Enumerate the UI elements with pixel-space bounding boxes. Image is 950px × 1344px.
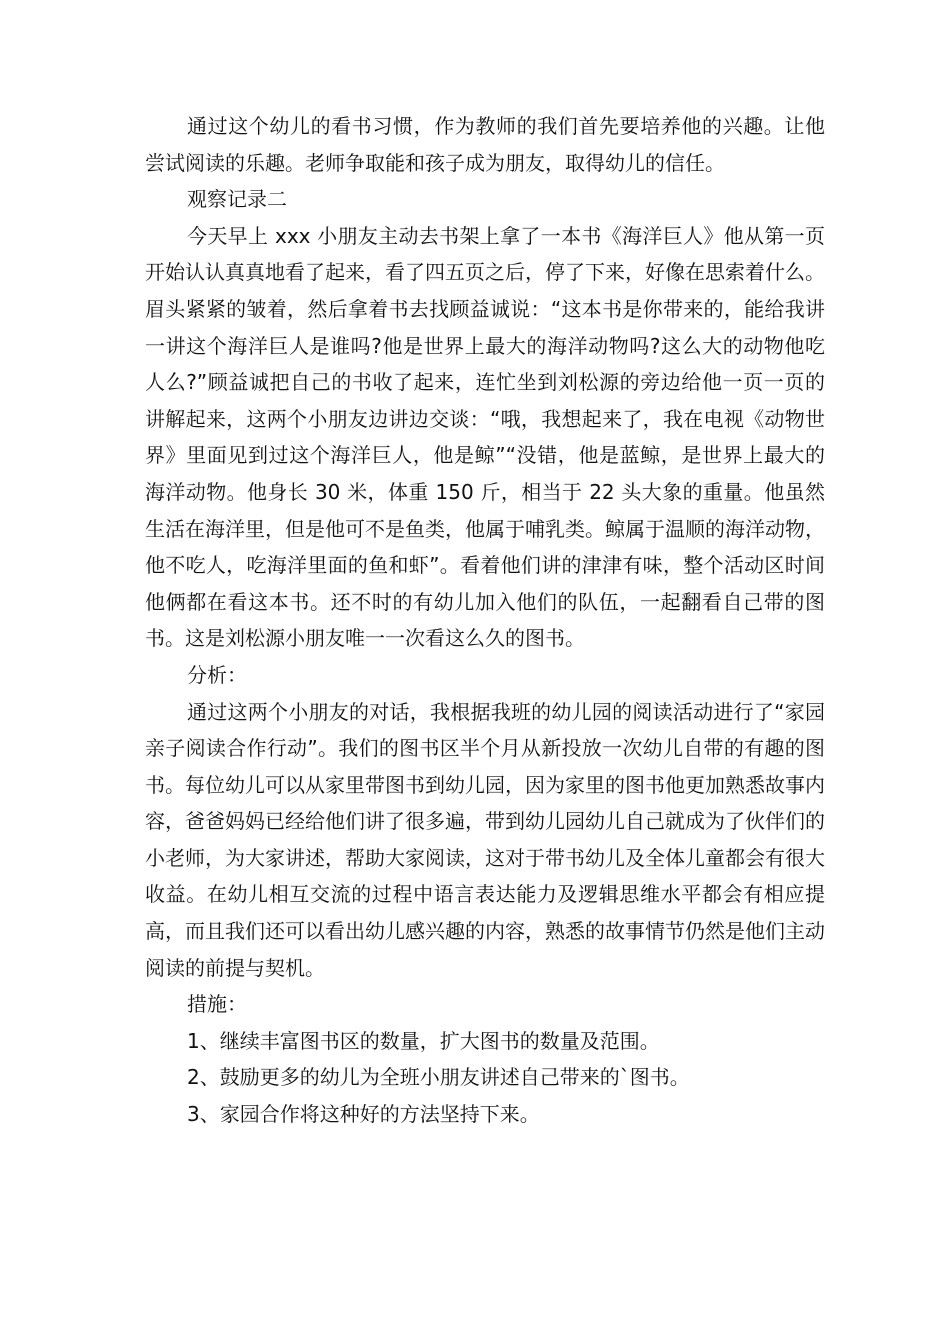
measure-item-2: 2、鼓励更多的幼儿为全班小朋友讲述自己带来的`图书。: [187, 1065, 690, 1090]
heading-observation-record-2: 观察记录二: [187, 187, 287, 212]
measure-item-3: 3、家园合作将这种好的方法坚持下来。: [187, 1102, 540, 1127]
document-page: [145, 108, 825, 1133]
paragraph-analysis: 通过这两个小朋友的对话，我根据我班的幼儿园的阅读活动进行了“家园亲子阅读合作行动”。我们的图书区半个月从新投放一次幼儿自带的有趣的图书。每位幼儿可以从家里带图书到幼儿园，因为家里的图书他更加熟悉故事内容，爸爸妈妈已经给他们讲了很多遍，带到幼儿园幼儿自己就成为了伙伴们的小老师，为大家讲述，帮助大家阅读，这对于带书幼儿及全体儿童都会有很大收益。在幼儿相互交流的过程中语言表达能力及逻辑思维水平都会有相应提高，而且我们还可以看出幼儿感兴趣的内容，熟悉的故事情节仍然是他们主动阅读的前提与契机。: [145, 699, 825, 980]
paragraph-intro: 通过这个幼儿的看书习惯，作为教师的我们首先要培养他的兴趣。让他尝试阅读的乐趣。老师争取能和孩子成为朋友，取得幼儿的信任。: [145, 114, 825, 175]
measure-item-1: 1、继续丰富图书区的数量，扩大图书的数量及范围。: [187, 1028, 660, 1053]
paragraph-observation: 今天早上 xxx 小朋友主动去书架上拿了一本书《海洋巨人》他从第一页开始认认真真地看了起来，看了四五页之后，停了下来，好像在思索着什么。眉头紧紧的皱着，然后拿着书去找顾益诚说：“这本书是你带来的，能给我讲一讲这个海洋巨人是谁吗?他是世界上最大的海洋动物吗?这么大的动物他吃人么?”顾益诚把自己的书收了起来，连忙坐到刘松源的旁边给他一页一页的讲解起来，这两个小朋友边讲边交谈：“哦，我想起来了，我在电视《动物世界》里面见到过这个海洋巨人，他是鲸”“没错，他是蓝鲸，是世界上最大的海洋动物。他身长 30 米，体重 150 斤，相当于 22 头大象的重量。他虽然生活在海洋里，但是他可不是鱼类，他属于哺乳类。鲸属于温顺的海洋动物，他不吃人，吃海洋里面的鱼和虾”。看着他们讲的津津有味，整个活动区时间他俩都在看这本书。还不时的有幼儿加入他们的队伍，一起翻看自己带的图书。这是刘松源小朋友唯一一次看这么久的图书。: [145, 223, 825, 651]
heading-measures: 措施：: [187, 992, 247, 1017]
heading-analysis: 分析：: [187, 662, 247, 687]
